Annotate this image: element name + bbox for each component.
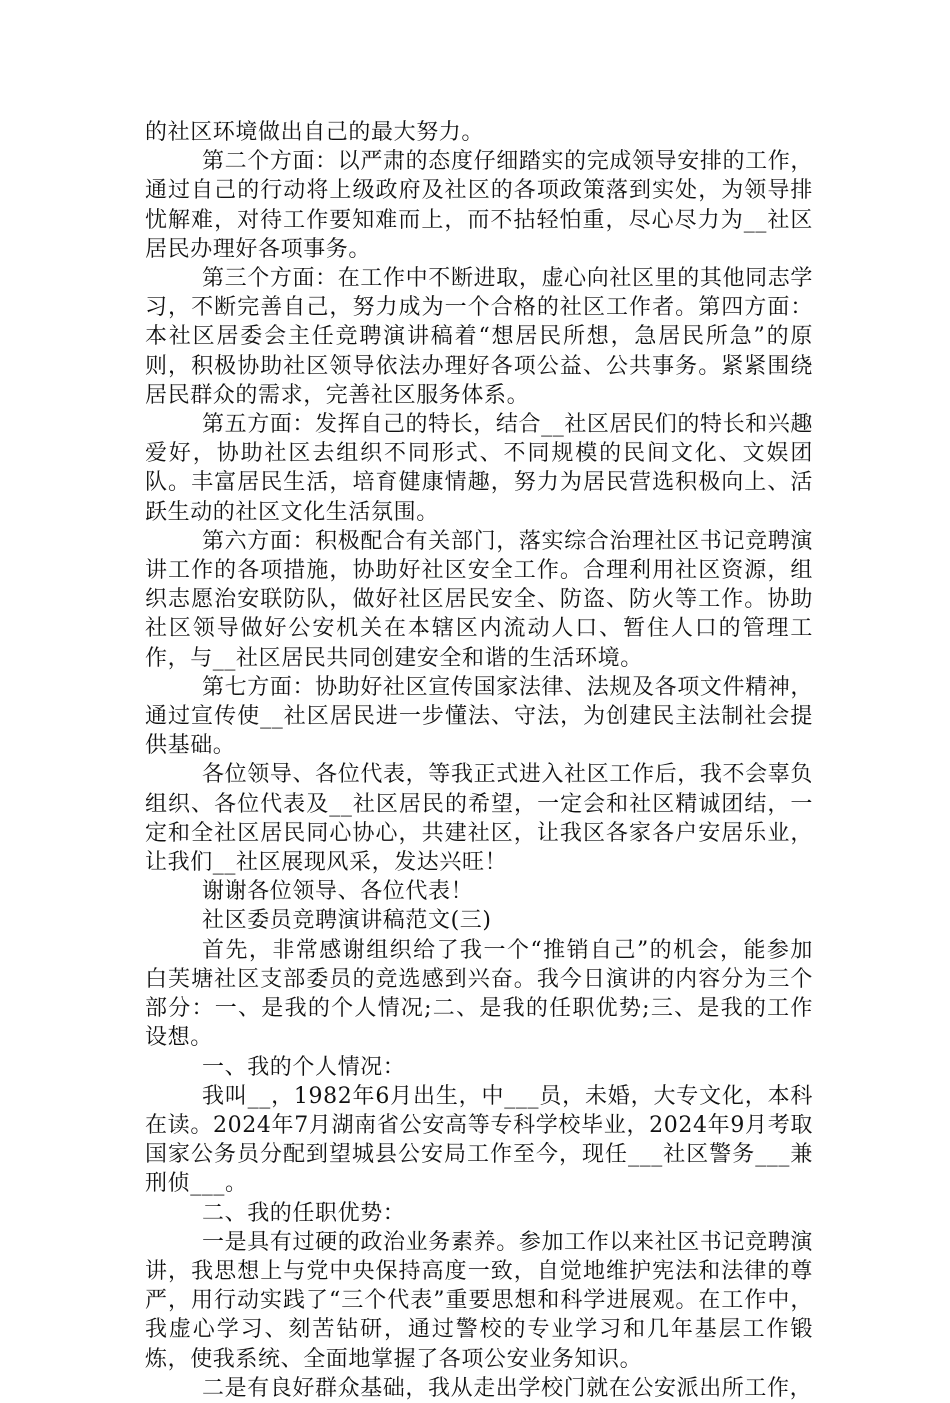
- paragraph-14: 一是具有过硬的政治业务素养。参加工作以来社区书记竞聘演讲，我思想上与党中央保持高度一致，自觉地维护宪法和法律的尊严，用行动实践了“三个代表”重要思想和科学进展观。在工作中，我虚心学习、刻苦钻研，通过警校的专业学习和几年基层工作锻炼，使我系统、全面地掌握了各项公安业务知识。: [145, 1229, 813, 1372]
- subheading-personal: 一、我的个人情况：: [202, 1054, 406, 1080]
- paragraph-12: 我叫__，1982年6月出生，中___员，未婚，大专文化，本科在读。2024年7月湖南省公安高等专科学校毕业，2024年9月考取国家公务员分配到望城县公安局工作至今，现任___社区警务___兼刑侦___。: [145, 1083, 813, 1197]
- paragraph-2: 第二个方面：以严肃的态度仔细踏实的完成领导安排的工作，通过自己的行动将上级政府及社区的各项政策落到实处，为领导排忧解难，对待工作要知难而上，而不拈轻怕重，尽心尽力为__社区居民办理好各项事务。: [145, 149, 813, 262]
- paragraph-8: 谢谢各位领导、各位代表！: [202, 879, 474, 905]
- section-title: 社区委员竞聘演讲稿范文(三): [202, 908, 492, 934]
- paragraph-10: 首先，非常感谢组织给了我一个“推销自己”的机会，能参加白芙塘社区支部委员的竞选感到兴奋。我今日演讲的内容分为三个部分：一、是我的个人情况;二、是我的任职优势;三、是我的工作设想。: [145, 937, 813, 1051]
- paragraph-6: 第七方面：协助好社区宣传国家法律、法规及各项文件精神，通过宣传使__社区居民进一步懂法、守法，为创建民主法制社会提供基础。: [145, 674, 813, 759]
- paragraph-4: 第五方面：发挥自己的特长，结合__社区居民们的特长和兴趣爱好，协助社区去组织不同形式、不同规模的民间文化、文娱团队。丰富居民生活，培育健康情趣，努力为居民营选积极向上、活跃生动的社区文化生活氛围。: [145, 412, 813, 525]
- paragraph-1: 的社区环境做出自己的最大努力。: [145, 120, 485, 145]
- subheading-advantages: 二、我的任职优势：: [202, 1200, 406, 1226]
- paragraph-3: 第三个方面：在工作中不断进取，虚心向社区里的其他同志学习，不断完善自己，努力成为一个合格的社区工作者。第四方面：本社区居委会主任竞聘演讲稿着“想居民所想，急居民所急”的原则，积极协助社区领导依法办理好各项公益、公共事务。紧紧围绕居民群众的需求，完善社区服务体系。: [145, 266, 813, 408]
- paragraph-7: 各位领导、各位代表，等我正式进入社区工作后，我不会辜负组织、各位代表及__社区居民的希望，一定会和社区精诚团结，一定和全社区居民同心协心，共建社区，让我区各家各户安居乐业，让我们__社区展现风采，发达兴旺！: [145, 762, 813, 876]
- document-page: [145, 118, 813, 1403]
- paragraph-15: 二是有良好群众基础，我从走出学校门就在公安派出所工作，: [202, 1375, 813, 1401]
- paragraph-5: 第六方面：积极配合有关部门，落实综合治理社区书记竞聘演讲工作的各项措施，协助好社区安全工作。合理利用社区资源，组织志愿治安联防队，做好社区居民安全、防盗、防火等工作。协助社区领导做好公安机关在本辖区内流动人口、暂住人口的管理工作，与__社区居民共同创建安全和谐的生活环境。: [145, 528, 813, 671]
